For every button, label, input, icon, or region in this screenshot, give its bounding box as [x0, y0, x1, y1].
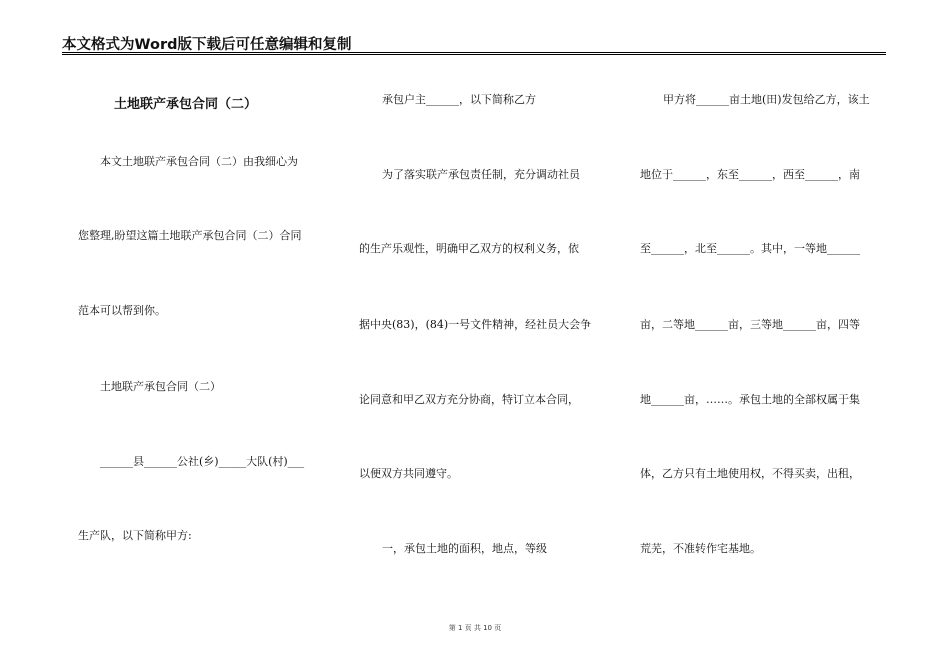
col3-line-7: 荒芜，不准转作宅基地。 — [640, 542, 761, 555]
col2-line-2: 为了落实联产承包责任制，充分调动社员 — [382, 168, 580, 181]
col1-line-5: ______县______公社(乡)_____大队(村)___ — [100, 455, 305, 468]
col2-line-1: 承包户主______，以下简称乙方 — [382, 93, 536, 106]
header-divider-secondary — [62, 54, 886, 55]
col2-line-3: 的生产乐观性，明确甲乙双方的权利义务，依 — [359, 242, 579, 255]
col1-line-2: 您整理,盼望这篇土地联产承包合同（二）合同 — [78, 229, 302, 242]
col3-line-6: 体，乙方只有土地使用权，不得买卖，出租， — [640, 467, 860, 480]
col2-line-5: 论同意和甲乙双方充分协商，特订立本合同， — [359, 393, 579, 406]
header-divider — [62, 52, 886, 53]
col2-line-6: 以便双方共同遵守。 — [359, 467, 458, 480]
col1-line-3: 范本可以帮到你。 — [78, 304, 166, 317]
col2-line-7: 一，承包土地的面积，地点，等级 — [382, 542, 547, 555]
col3-line-5: 地______亩，……。承包土地的全部权属于集 — [640, 393, 860, 406]
document-title: 土地联产承包合同（二） — [114, 97, 258, 112]
page-number-footer: 第 1 页 共 10 页 — [448, 624, 502, 632]
col3-line-2: 地位于______，东至______，西至______，南 — [640, 168, 860, 181]
col2-line-4: 据中央(83)，(84)一号文件精神，经社员大会争 — [359, 318, 592, 331]
col3-line-4: 亩，二等地______亩，三等地______亩，四等 — [640, 318, 860, 331]
col3-line-1: 甲方将______亩土地(田)发包给乙方，该土 — [663, 93, 870, 106]
page-header-title: 本文格式为Word版下载后可任意编辑和复制 — [62, 37, 352, 53]
col1-line-1: 本文土地联产承包合同（二）由我细心为 — [100, 155, 298, 168]
col1-line-6: 生产队，以下简称甲方: — [78, 529, 192, 542]
col3-line-3: 至______，北至______。其中，一等地______ — [640, 242, 860, 255]
col1-line-4: 土地联产承包合同（二） — [100, 380, 221, 393]
